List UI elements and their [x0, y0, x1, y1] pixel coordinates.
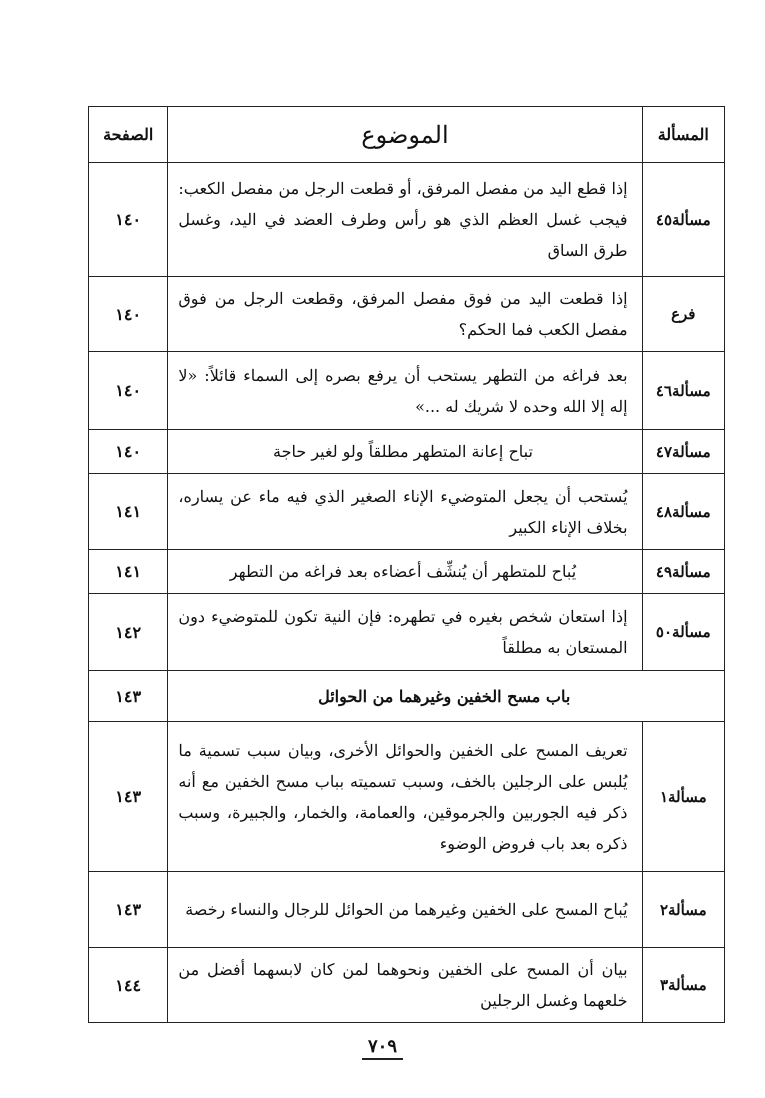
page-number-text: ٧٠٩: [362, 1036, 403, 1060]
table-row: [89, 594, 725, 671]
topic-cell: تعريف المسح على الخفين والحوائل الأخرى، وبيان سبب تسمية ما يُلبس على الرجلين بالخف، وسبب تسميته بباب مسح الخفين مع أنه ذكر فيه الجوربين والجرموقين، والعمامة، والخمار، والجبيرة، وسبب ذكره بعد باب فروض الوضوء: [168, 722, 642, 872]
table-header-row: [89, 107, 725, 163]
page-cell: ١٤٣: [89, 722, 168, 872]
page-cell: ١٤٠: [89, 352, 168, 430]
issue-cell: مسألة٤٨: [642, 474, 724, 550]
topic-cell: يُباح للمتطهر أن يُنشِّف أعضاءه بعد فراغه من التطهر: [168, 550, 642, 594]
table-row: [89, 872, 725, 948]
topic-cell: إذا استعان شخص بغيره في تطهره: فإن النية تكون للمتوضيء دون المستعان به مطلقاً: [168, 594, 642, 671]
topic-cell: يُباح المسح على الخفين وغيرهما من الحوائل للرجال والنساء رخصة: [168, 872, 642, 948]
page-cell: ١٤٤: [89, 948, 168, 1023]
table-row: [89, 430, 725, 474]
chapter-row: [89, 671, 725, 722]
topic-cell: يُستحب أن يجعل المتوضيء الإناء الصغير الذي فيه ماء عن يساره، بخلاف الإناء الكبير: [168, 474, 642, 550]
table-row: [89, 277, 725, 352]
topic-cell: تباح إعانة المتطهر مطلقاً ولو لغير حاجة: [168, 430, 642, 474]
page-cell: ١٤٠: [89, 277, 168, 352]
issue-cell: مسألة١: [642, 722, 724, 872]
table-row: [89, 948, 725, 1023]
topic-cell: بعد فراغه من التطهر يستحب أن يرفع بصره إلى السماء قائلاً: «لا إله إلا الله وحده لا شريك له ...»: [168, 352, 642, 430]
issue-cell: فرع: [642, 277, 724, 352]
page-cell: ١٤١: [89, 550, 168, 594]
issue-cell: مسألة٤٩: [642, 550, 724, 594]
issue-cell: مسألة٤٥: [642, 163, 724, 277]
issue-cell: مسألة٥٠: [642, 594, 724, 671]
table-row: [89, 352, 725, 430]
table-row: [89, 163, 725, 277]
page-number: [0, 1036, 765, 1057]
page-cell: ١٤٣: [89, 872, 168, 948]
page-cell: ١٤٠: [89, 430, 168, 474]
issue-cell: مسألة٢: [642, 872, 724, 948]
topic-cell: بيان أن المسح على الخفين ونحوهما لمن كان لابسهما أفضل من خلعهما وغسل الرجلين: [168, 948, 642, 1023]
table-row: [89, 550, 725, 594]
issue-cell: مسألة٤٧: [642, 430, 724, 474]
table-row: [89, 722, 725, 872]
topic-cell: إذا قطعت اليد من فوق مفصل المرفق، وقطعت الرجل من فوق مفصل الكعب فما الحكم؟: [168, 277, 642, 352]
header-page: الصفحة: [89, 107, 168, 163]
chapter-page: ١٤٣: [89, 671, 168, 722]
chapter-title: باب مسح الخفين وغيرهما من الحوائل: [168, 671, 725, 722]
header-topic: الموضوع: [168, 107, 642, 163]
page-cell: ١٤٠: [89, 163, 168, 277]
page-cell: ١٤٢: [89, 594, 168, 671]
topic-cell: إذا قطع اليد من مفصل المرفق، أو قطعت الرجل من مفصل الكعب: فيجب غسل العظم الذي هو رأس وطرف العضد في اليد، وغسل طرق الساق: [168, 163, 642, 277]
index-table: [88, 106, 725, 1023]
issue-cell: مسألة٤٦: [642, 352, 724, 430]
header-issue: المسألة: [642, 107, 724, 163]
table-row: [89, 474, 725, 550]
page-cell: ١٤١: [89, 474, 168, 550]
issue-cell: مسألة٣: [642, 948, 724, 1023]
